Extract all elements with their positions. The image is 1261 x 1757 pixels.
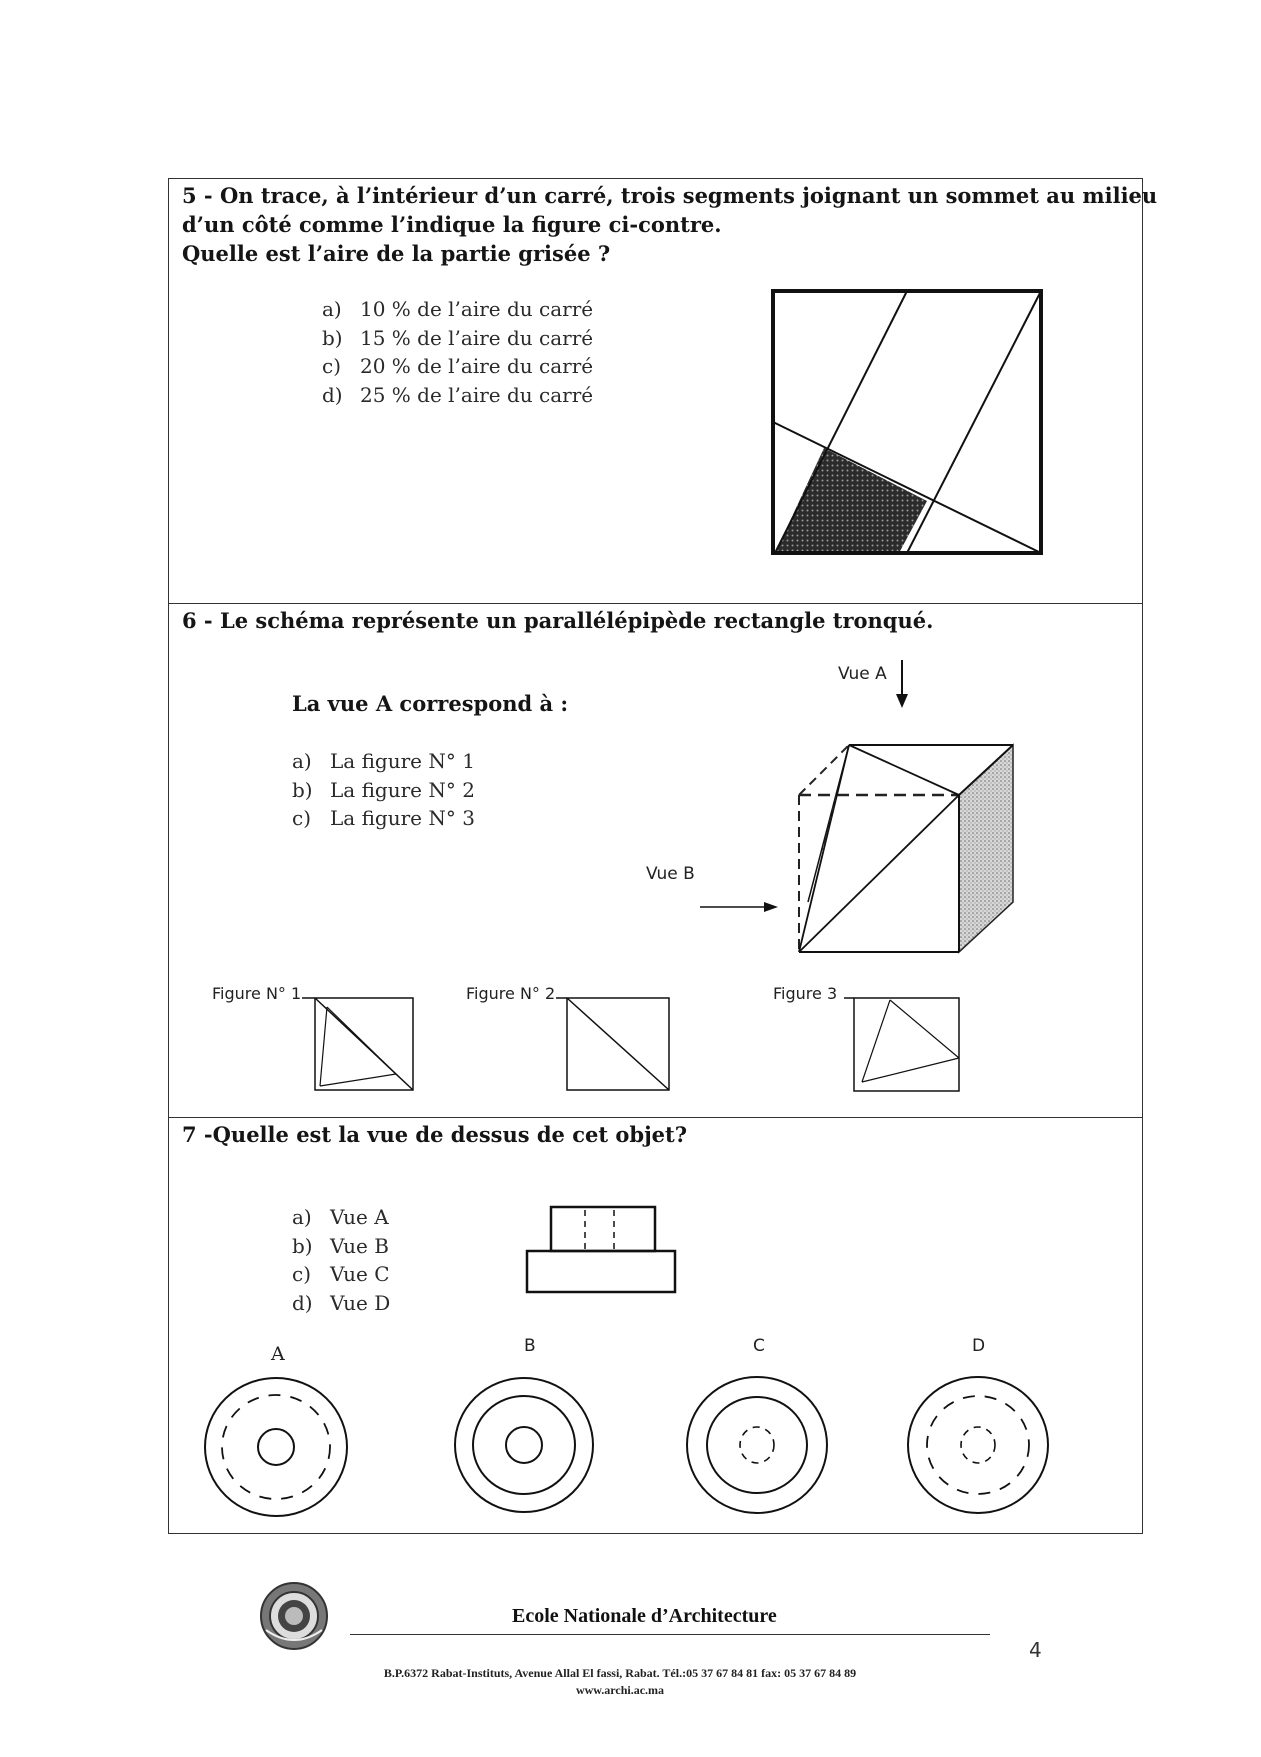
view-a-drawing	[205, 1378, 347, 1516]
figure-3-drawing	[844, 998, 959, 1091]
q5-line-1: 5 - On trace, à l’intérieur d’un carré, trois segments joignant un sommet au milieu	[182, 183, 1158, 208]
q5-line-2: d’un côté comme l’indique la figure ci-contre.	[182, 212, 722, 237]
q5-option-a[interactable]: a) 10 % de l’aire du carré	[322, 297, 594, 321]
school-name: Ecole Nationale d’Architecture	[512, 1605, 777, 1627]
figure-1-drawing	[302, 998, 413, 1090]
view-b-drawing	[455, 1378, 593, 1512]
view-a-label: A	[271, 1343, 285, 1365]
school-website[interactable]: www.archi.ac.ma	[575, 1683, 665, 1697]
vue-b-label: Vue B	[646, 864, 695, 884]
view-d-drawing	[908, 1377, 1048, 1513]
figure-2-drawing	[556, 998, 669, 1090]
school-address: B.P.6372 Rabat-Instituts, Avenue Allal El fassi, Rabat. Tél.:05 37 67 84 81 fax: 05 37 67 84 89	[383, 1666, 857, 1680]
object-base-block	[527, 1251, 675, 1292]
q7-option-c[interactable]: c) Vue C	[292, 1262, 390, 1286]
figure-3-label: Figure 3	[773, 984, 838, 1003]
view-b-label: B	[524, 1336, 536, 1356]
q7-option-d[interactable]: d) Vue D	[292, 1290, 391, 1315]
q6-option-a[interactable]: a) La figure N° 1	[292, 749, 475, 773]
view-c-drawing	[687, 1377, 827, 1513]
q7-option-a[interactable]: a) Vue A	[292, 1205, 389, 1229]
figure-1-label: Figure N° 1	[212, 984, 302, 1003]
view-d-label: D	[972, 1336, 986, 1356]
q6-subquestion: La vue A correspond à :	[292, 691, 569, 716]
q6-question: 6 - Le schéma représente un parallélépipède rectangle tronqué.	[182, 608, 934, 633]
footer-separator	[350, 1634, 990, 1635]
figure-2-label: Figure N° 2	[466, 984, 556, 1003]
q5-line-3: Quelle est l’aire de la partie grisée ?	[182, 241, 611, 266]
q6-option-b[interactable]: b) La figure N° 2	[292, 777, 475, 802]
object-upper-block	[551, 1207, 655, 1251]
q7-top-views	[0, 1370, 1261, 1540]
page-number: 4	[1029, 1638, 1042, 1662]
view-c-label: C	[753, 1336, 765, 1356]
divider-q6-q7	[168, 1117, 1143, 1118]
q5-option-c[interactable]: c) 20 % de l’aire du carré	[322, 354, 594, 378]
q7-option-b[interactable]: b) Vue B	[292, 1233, 389, 1258]
q5-option-d[interactable]: d) 25 % de l’aire du carré	[322, 382, 594, 407]
school-seal-icon	[258, 1580, 330, 1652]
q5-option-b[interactable]: b) 15 % de l’aire du carré	[322, 325, 594, 350]
q7-question: 7 -Quelle est la vue de dessus de cet objet?	[182, 1122, 688, 1147]
q6-option-c[interactable]: c) La figure N° 3	[292, 806, 475, 830]
vue-a-label: Vue A	[838, 664, 887, 684]
